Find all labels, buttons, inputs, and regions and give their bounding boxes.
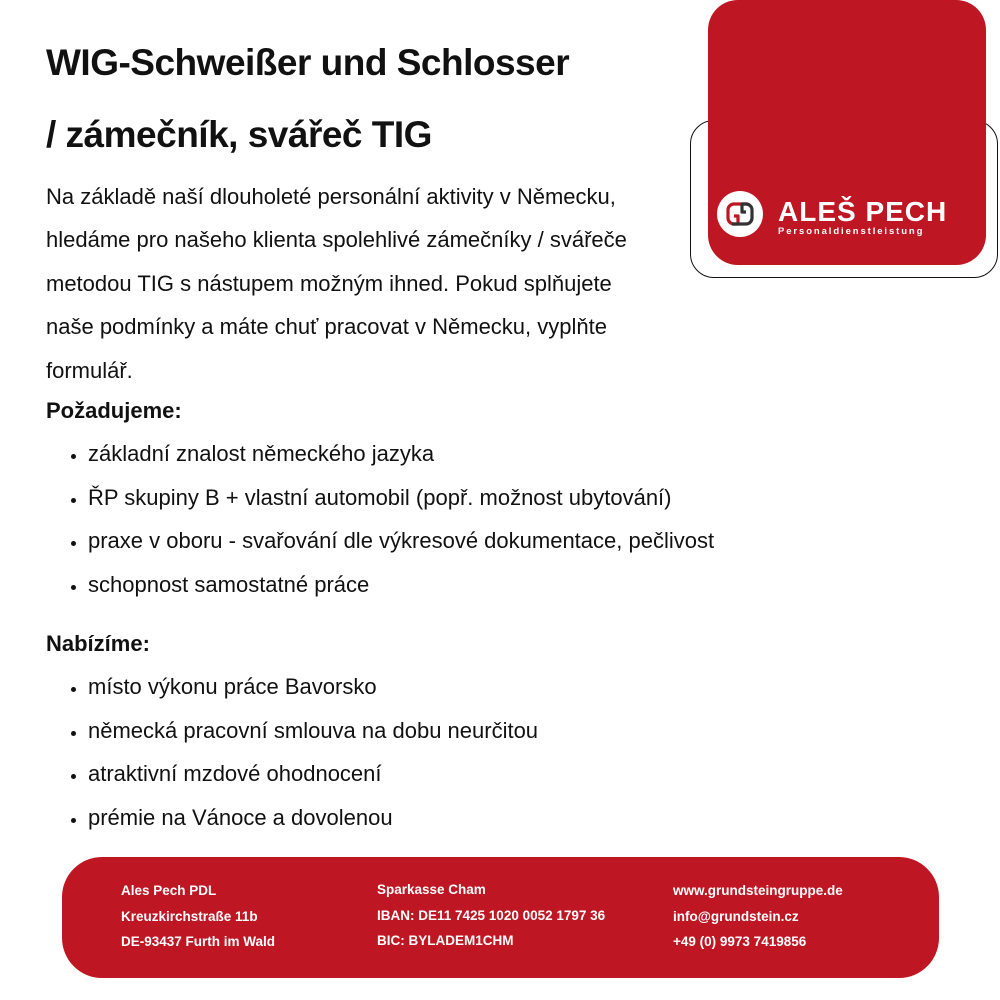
website-link[interactable]: www.grundsteingruppe.de [673, 883, 843, 898]
company-name: Ales Pech PDL [121, 883, 217, 898]
intro-paragraph: Na základě naší dlouholeté personální aktivity v Německu, hledáme pro našeho klienta spolehlivé zámečníky / svářeče metodou TIG s nástupem možným ihned. Pokud splňujete naše podmínky a máte chuť pracovat v Německu, vyplňte formulář. [46, 184, 627, 383]
list-item: • atraktivní mzdové ohodnocení [88, 752, 538, 796]
bank-bic: BIC: BYLADEM1CHM [377, 933, 514, 948]
footer-company-info [121, 878, 275, 955]
list-item: • německá pracovní smlouva na dobu neurčitou [88, 709, 538, 753]
requirements-heading: Požadujeme: [46, 398, 182, 423]
list-item: • schopnost samostatné práce [88, 563, 714, 607]
footer-bar [62, 857, 939, 978]
list-item: • praxe v oboru - svařování dle výkresové dokumentace, pečlivost [88, 519, 714, 563]
offers-list [66, 665, 538, 839]
list-item: • prémie na Vánoce a dovolenou [88, 796, 538, 840]
company-street: Kreuzkirchstraße 11b [121, 908, 258, 924]
email-link[interactable]: info@grundstein.cz [673, 908, 799, 924]
logo-subtitle: Personaldienstleistung [778, 226, 925, 237]
grundstein-logo-icon [716, 190, 764, 238]
company-city: DE-93437 Furth im Wald [121, 934, 276, 949]
logo-name: ALEŠ PECH [778, 196, 948, 227]
page-title-line-1: WIG-Schweißer und Schlosser [46, 42, 570, 83]
footer-bank-info [377, 877, 605, 954]
bank-name: Sparkasse Cham [377, 882, 486, 897]
list-item: • ŘP skupiny B + vlastní automobil (popř. možnost ubytování) [88, 476, 714, 520]
offers-heading: Nabízíme: [46, 631, 150, 656]
bank-iban: IBAN: DE11 7425 1020 0052 1797 36 [377, 907, 606, 923]
footer-contact-info [673, 878, 843, 955]
list-item: • místo výkonu práce Bavorsko [88, 665, 538, 709]
requirements-list [66, 432, 714, 606]
list-item: • základní znalost německého jazyka [88, 432, 714, 476]
phone-number[interactable]: +49 (0) 9973 7419856 [673, 934, 807, 949]
page-title-line-2: / zámečník, svářeč TIG [46, 114, 432, 155]
